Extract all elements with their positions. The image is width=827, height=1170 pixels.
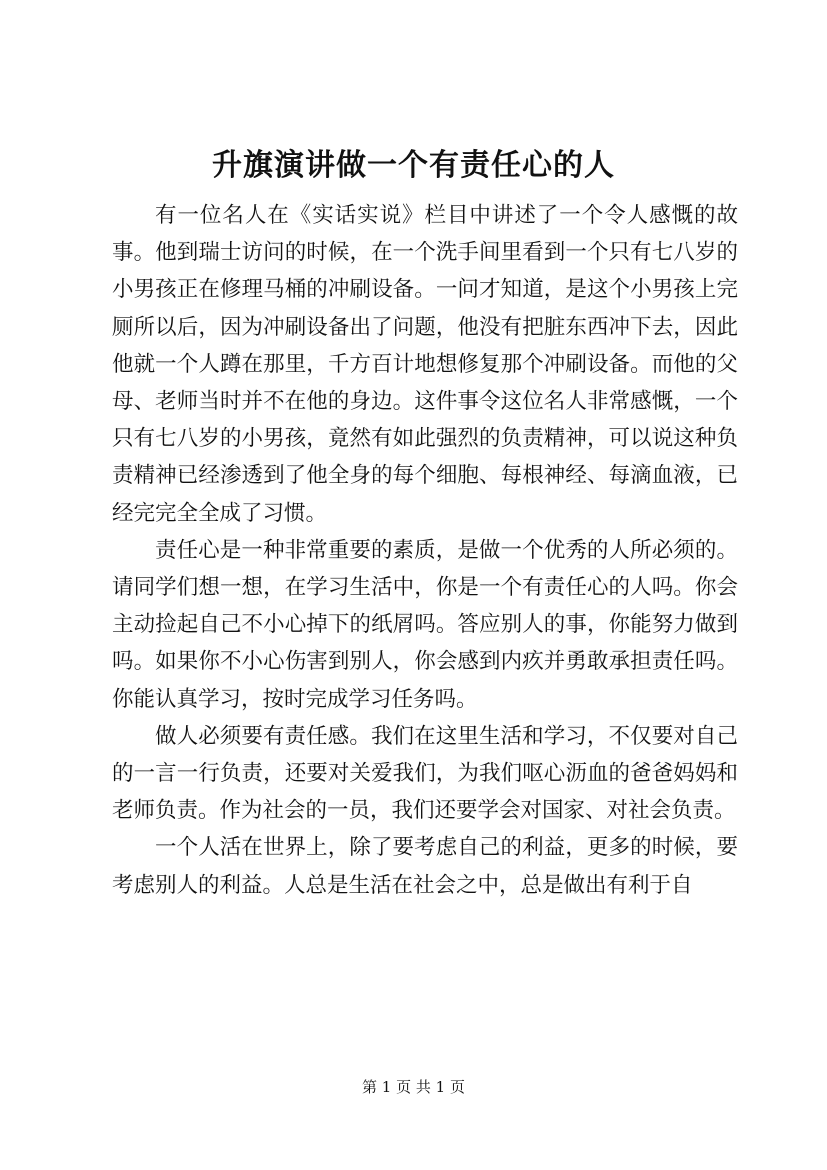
document-title: 升旗演讲做一个有责任心的人 <box>212 148 615 183</box>
document-body <box>112 197 738 904</box>
paragraph-4: 一个人活在世界上，除了要考虑自己的利益，更多的时候，要考虑别人的利益。人总是生活在社会之中，总是做出有利于自 <box>112 835 738 898</box>
paragraph-1: 有一位名人在《实话实说》栏目中讲述了一个令人感慨的故事。他到瑞士访问的时候，在一个洗手间里看到一个只有七八岁的小男孩正在修理马桶的冲刷设备。一问才知道，是这个小男孩上完厕所以后，因为冲刷设备出了问题，他没有把脏东西冲下去，因此他就一个人蹲在那里，千方百计地想修复那个冲刷设备。而他的父母、老师当时并不在他的身边。这件事令这位名人非常感慨，一个只有七八岁的小男孩，竟然有如此强烈的负责精神，可以说这种负责精神已经渗透到了他全身的每个细胞、每根神经、每滴血液，已经完完全全成了习惯。 <box>112 203 738 526</box>
page-footer: 第 1 页 共 1 页 <box>362 1078 465 1096</box>
paragraph-2: 责任心是一种非常重要的素质，是做一个优秀的人所必须的。请同学们想一想，在学习生活中，你是一个有责任心的人吗。你会主动捡起自己不小心掉下的纸屑吗。答应别人的事，你能努力做到吗。如果你不小心伤害到别人，你会感到内疚并勇敢承担责任吗。你能认真学习，按时完成学习任务吗。 <box>112 537 738 712</box>
paragraph-3: 做人必须要有责任感。我们在这里生活和学习，不仅要对自己的一言一行负责，还要对关爱我们，为我们呕心沥血的爸爸妈妈和老师负责。作为社会的一员，我们还要学会对国家、对社会负责。 <box>112 723 738 824</box>
